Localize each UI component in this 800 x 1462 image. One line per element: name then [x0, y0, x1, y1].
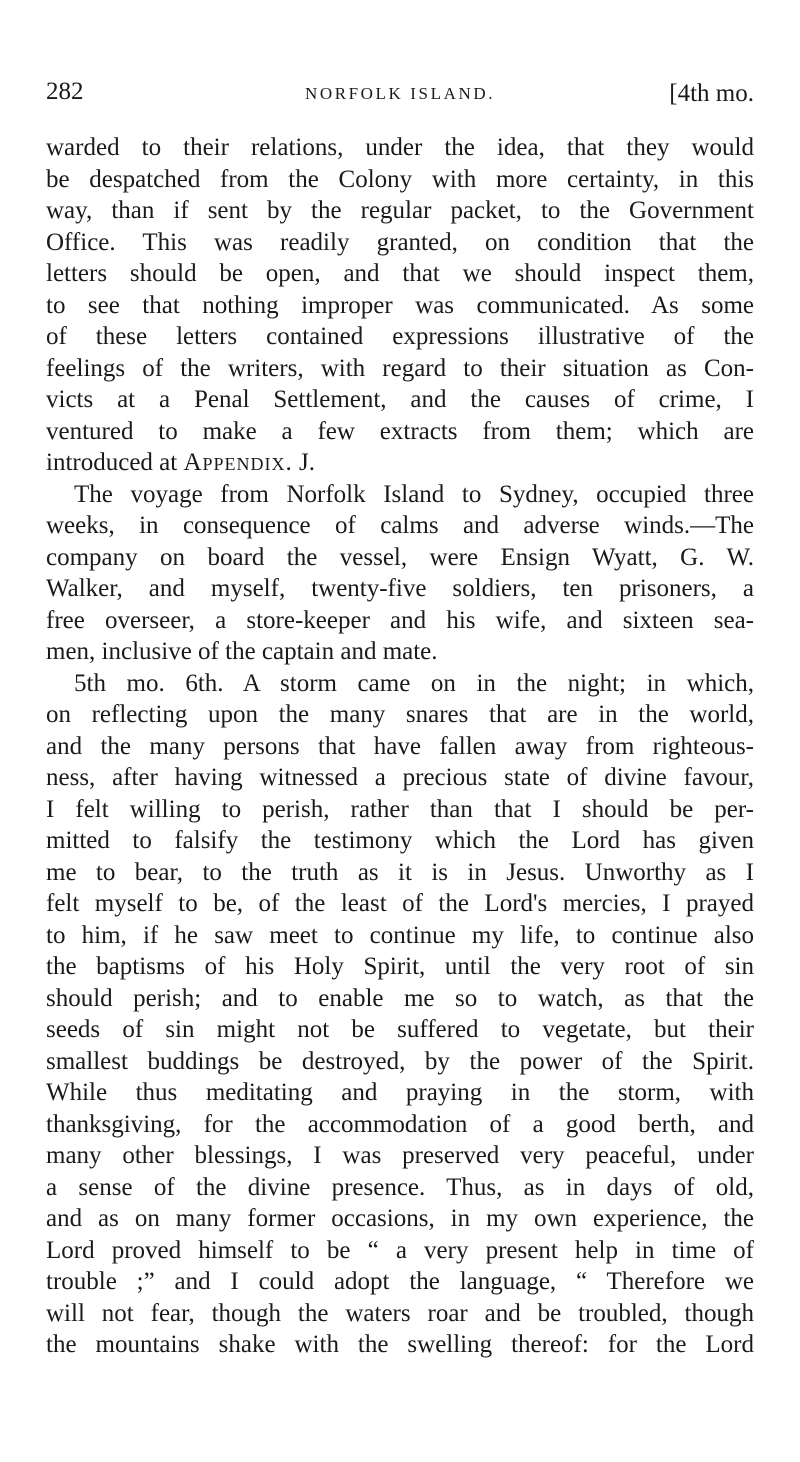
page-number: 282 [46, 78, 84, 105]
body-text [46, 132, 754, 1361]
text-line: ventured to make a few extracts from them; which are [46, 417, 754, 445]
text-line: Office. This was readily granted, on condition that the [46, 228, 754, 256]
text-line: ness, after having witnessed a precious state of divine favour, [46, 764, 754, 791]
month-label: [4th mo. [669, 80, 754, 107]
text-line: The voyage from Norfolk Island to Sydney, occupied three [74, 480, 754, 508]
page-header [46, 78, 754, 114]
text-line: free overseer, a store-keeper and his wife, and sixteen sea- [46, 606, 754, 634]
text-line: and as on many former occasions, in my own experience, the [46, 1205, 754, 1232]
text-line: of these letters contained expressions illustrative of the [46, 323, 754, 350]
text-line: me to bear, to the truth as it is in Jesus. Unworthy as I [46, 858, 754, 886]
text-line: 5th mo. 6th. A storm came on in the night; in which, [74, 669, 754, 697]
paragraph-3 [46, 668, 754, 1361]
text-line: weeks, in consequence of calms and adverse winds.—The [46, 512, 754, 539]
text-line: smallest buddings be destroyed, by the power of the Spirit. [46, 1047, 754, 1075]
text-line: the baptisms of his Holy Spirit, until the very root of sin [46, 953, 754, 980]
text-line: letters should be open, and that we should inspect them, [46, 260, 754, 287]
text-line: mitted to falsify the testimony which the Lord has given [46, 827, 754, 854]
appendix-letter: J. [292, 449, 315, 476]
running-title: NORFOLK ISLAND. [304, 84, 496, 103]
text-line: be despatched from the Colony with more certainty, in this [46, 165, 754, 193]
text-line: victs at a Penal Settlement, and the causes of crime, I [46, 386, 754, 413]
text-line: men, inclusive of the captain and mate. [46, 638, 438, 665]
text-line: to him, if he saw meet to continue my life, to continue also [46, 921, 754, 949]
text-line: to see that nothing improper was communicated. As some [46, 291, 754, 319]
text-line: the mountains shake with the swelling thereof: for the Lord [46, 1331, 754, 1358]
text-line: Walker, and myself, twenty-five soldiers, ten prisoners, a [46, 575, 754, 602]
text-line-appendix-reference [46, 447, 754, 479]
paragraph-2 [46, 479, 754, 668]
text-line: seeds of sin might not be suffered to vegetate, but their [46, 1016, 754, 1043]
text-line: felt myself to be, of the least of the Lord's mercies, I prayed [46, 890, 754, 917]
text-line: feelings of the writers, with regard to their situation as Con- [46, 354, 754, 382]
text-line: company on board the vessel, were Ensign Wyatt, G. W. [46, 543, 754, 571]
text-line: thanksgiving, for the accommodation of a good berth, and [46, 1110, 754, 1138]
appendix-prefix: introduced at [46, 449, 184, 476]
text-line: will not fear, though the waters roar and be troubled, though [46, 1299, 754, 1327]
text-line: trouble ;” and I could adopt the language, “ Therefore we [46, 1268, 754, 1295]
text-line: should perish; and to enable me so to watch, as that the [46, 984, 754, 1012]
text-line: Lord proved himself to be “ a very present help in time of [46, 1236, 754, 1264]
text-line: on reflecting upon the many snares that are in the world, [46, 701, 754, 728]
text-line: While thus meditating and praying in the storm, with [46, 1079, 754, 1106]
text-line: many other blessings, I was preserved very peaceful, under [46, 1142, 754, 1169]
text-line: way, than if sent by the regular packet, to the Government [46, 197, 754, 224]
paragraph-1 [46, 132, 754, 479]
text-line: and the many persons that have fallen away from righteous- [46, 732, 754, 760]
text-line: a sense of the divine presence. Thus, as in days of old, [46, 1173, 754, 1201]
appendix-label: Appendix. [183, 449, 293, 476]
text-line: I felt willing to perish, rather than that I should be per- [46, 795, 754, 823]
text-line: warded to their relations, under the idea, that they would [46, 134, 754, 161]
